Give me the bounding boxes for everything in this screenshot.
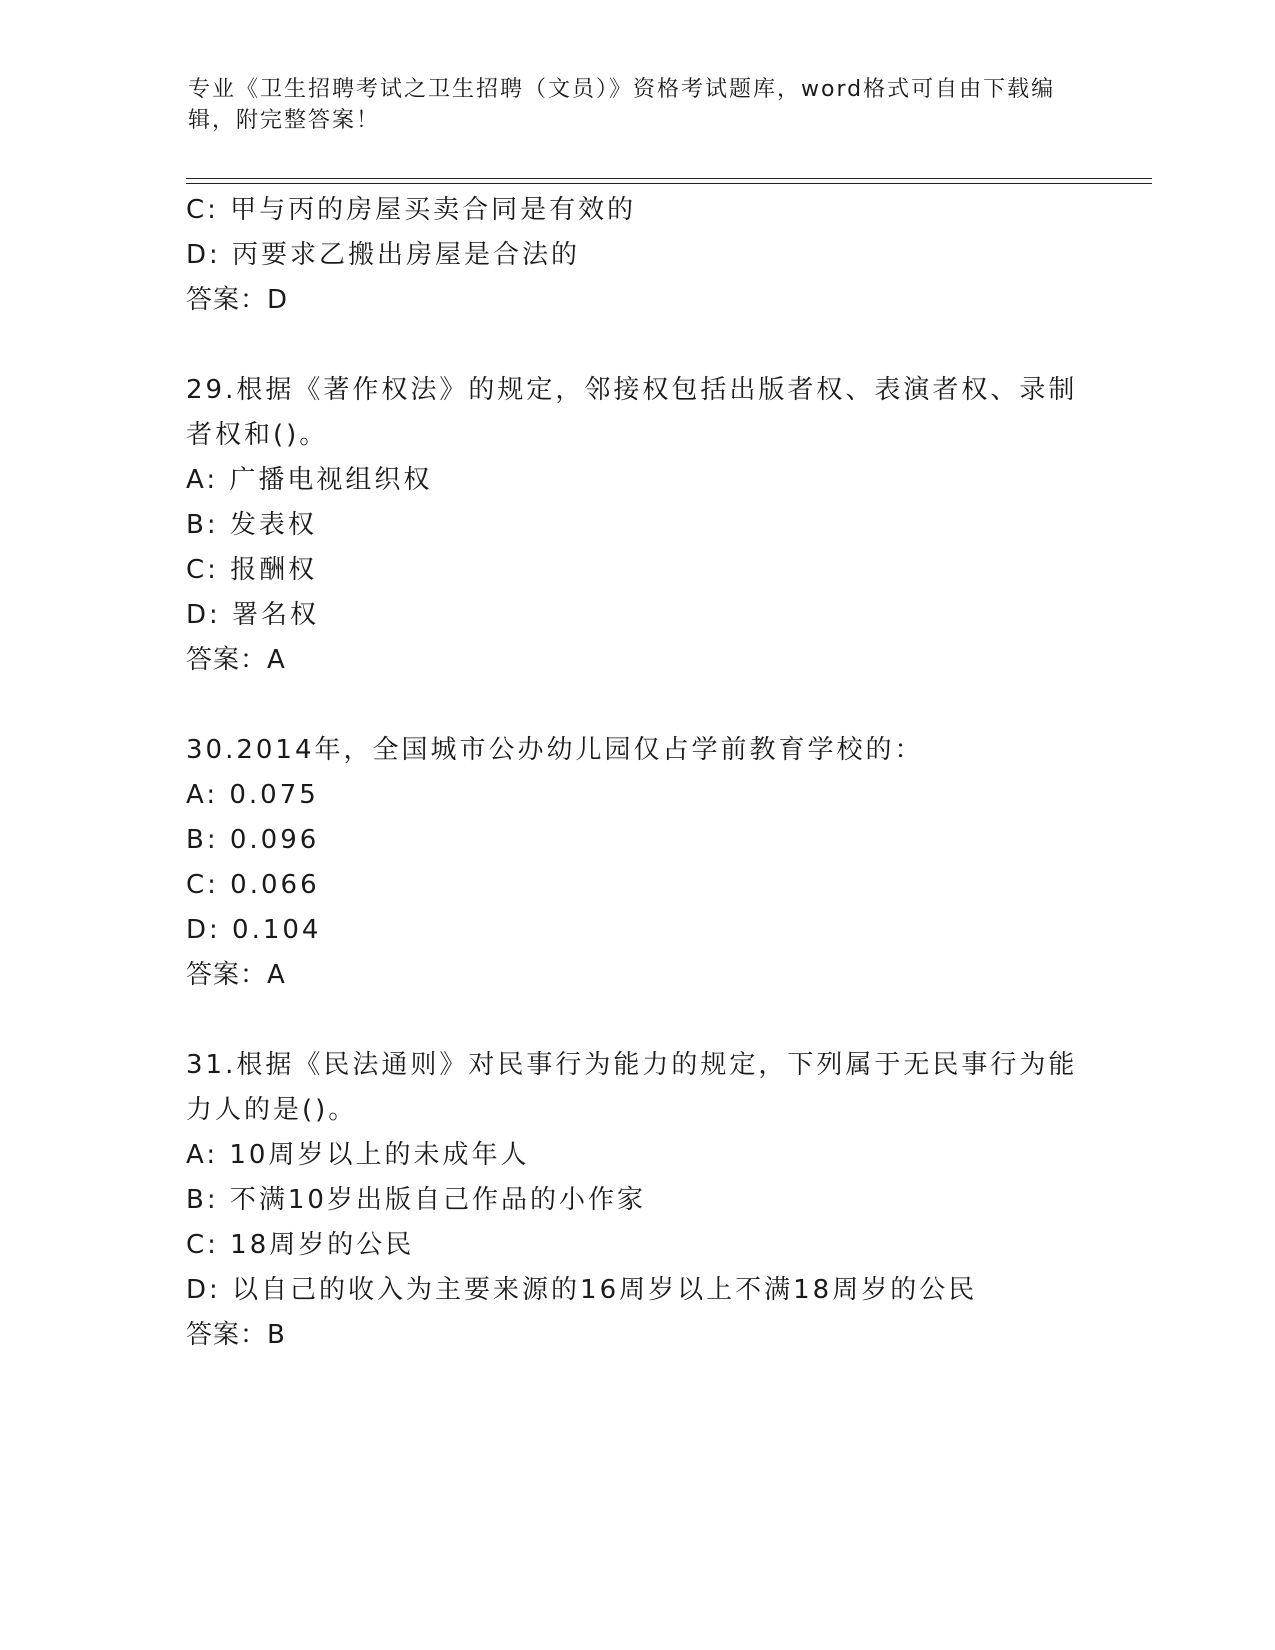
question-31-option-c: C: 18周岁的公民	[186, 1230, 415, 1260]
option-c: C: 甲与丙的房屋买卖合同是有效的	[186, 195, 637, 225]
question-30-option-a: A: 0.075	[186, 780, 319, 810]
question-31-option-b: B: 不满10岁出版自己作品的小作家	[186, 1185, 646, 1215]
header-divider-top	[186, 178, 1152, 179]
document-header: 专业《卫生招聘考试之卫生招聘（文员）》资格考试题库，word格式可自由下载编辑，附完整答案！	[188, 77, 1056, 133]
answer: 答案：D	[186, 285, 289, 315]
question-30-stem: 30.2014年，全国城市公办幼儿园仅占学前教育学校的：	[186, 735, 924, 765]
question-30-option-b: B: 0.096	[186, 825, 320, 855]
question-31-option-d: D: 以自己的收入为主要来源的16周岁以上不满18周岁的公民	[186, 1275, 978, 1305]
question-30-option-d: D: 0.104	[186, 915, 322, 945]
question-31-stem-continued: 力人的是()。	[186, 1095, 358, 1125]
question-30-option-c: C: 0.066	[186, 870, 320, 900]
question-29-stem: 29.根据《著作权法》的规定，邻接权包括出版者权、表演者权、录制	[186, 375, 1078, 405]
question-31-stem: 31.根据《民法通则》对民事行为能力的规定，下列属于无民事行为能	[186, 1050, 1078, 1080]
question-29-answer: 答案：A	[186, 645, 286, 675]
option-d: D: 丙要求乙搬出房屋是合法的	[186, 240, 581, 270]
question-30-answer: 答案：A	[186, 960, 286, 990]
question-29-option-b: B: 发表权	[186, 510, 317, 540]
question-31-option-a: A: 10周岁以上的未成年人	[186, 1140, 530, 1170]
question-29-option-d: D: 署名权	[186, 600, 320, 630]
question-29-stem-continued: 者权和()。	[186, 420, 329, 450]
question-29-option-a: A: 广播电视组织权	[186, 465, 433, 495]
header-divider-bottom	[186, 183, 1152, 184]
question-31-answer: 答案：B	[186, 1320, 286, 1350]
question-29-option-c: C: 报酬权	[186, 555, 318, 585]
